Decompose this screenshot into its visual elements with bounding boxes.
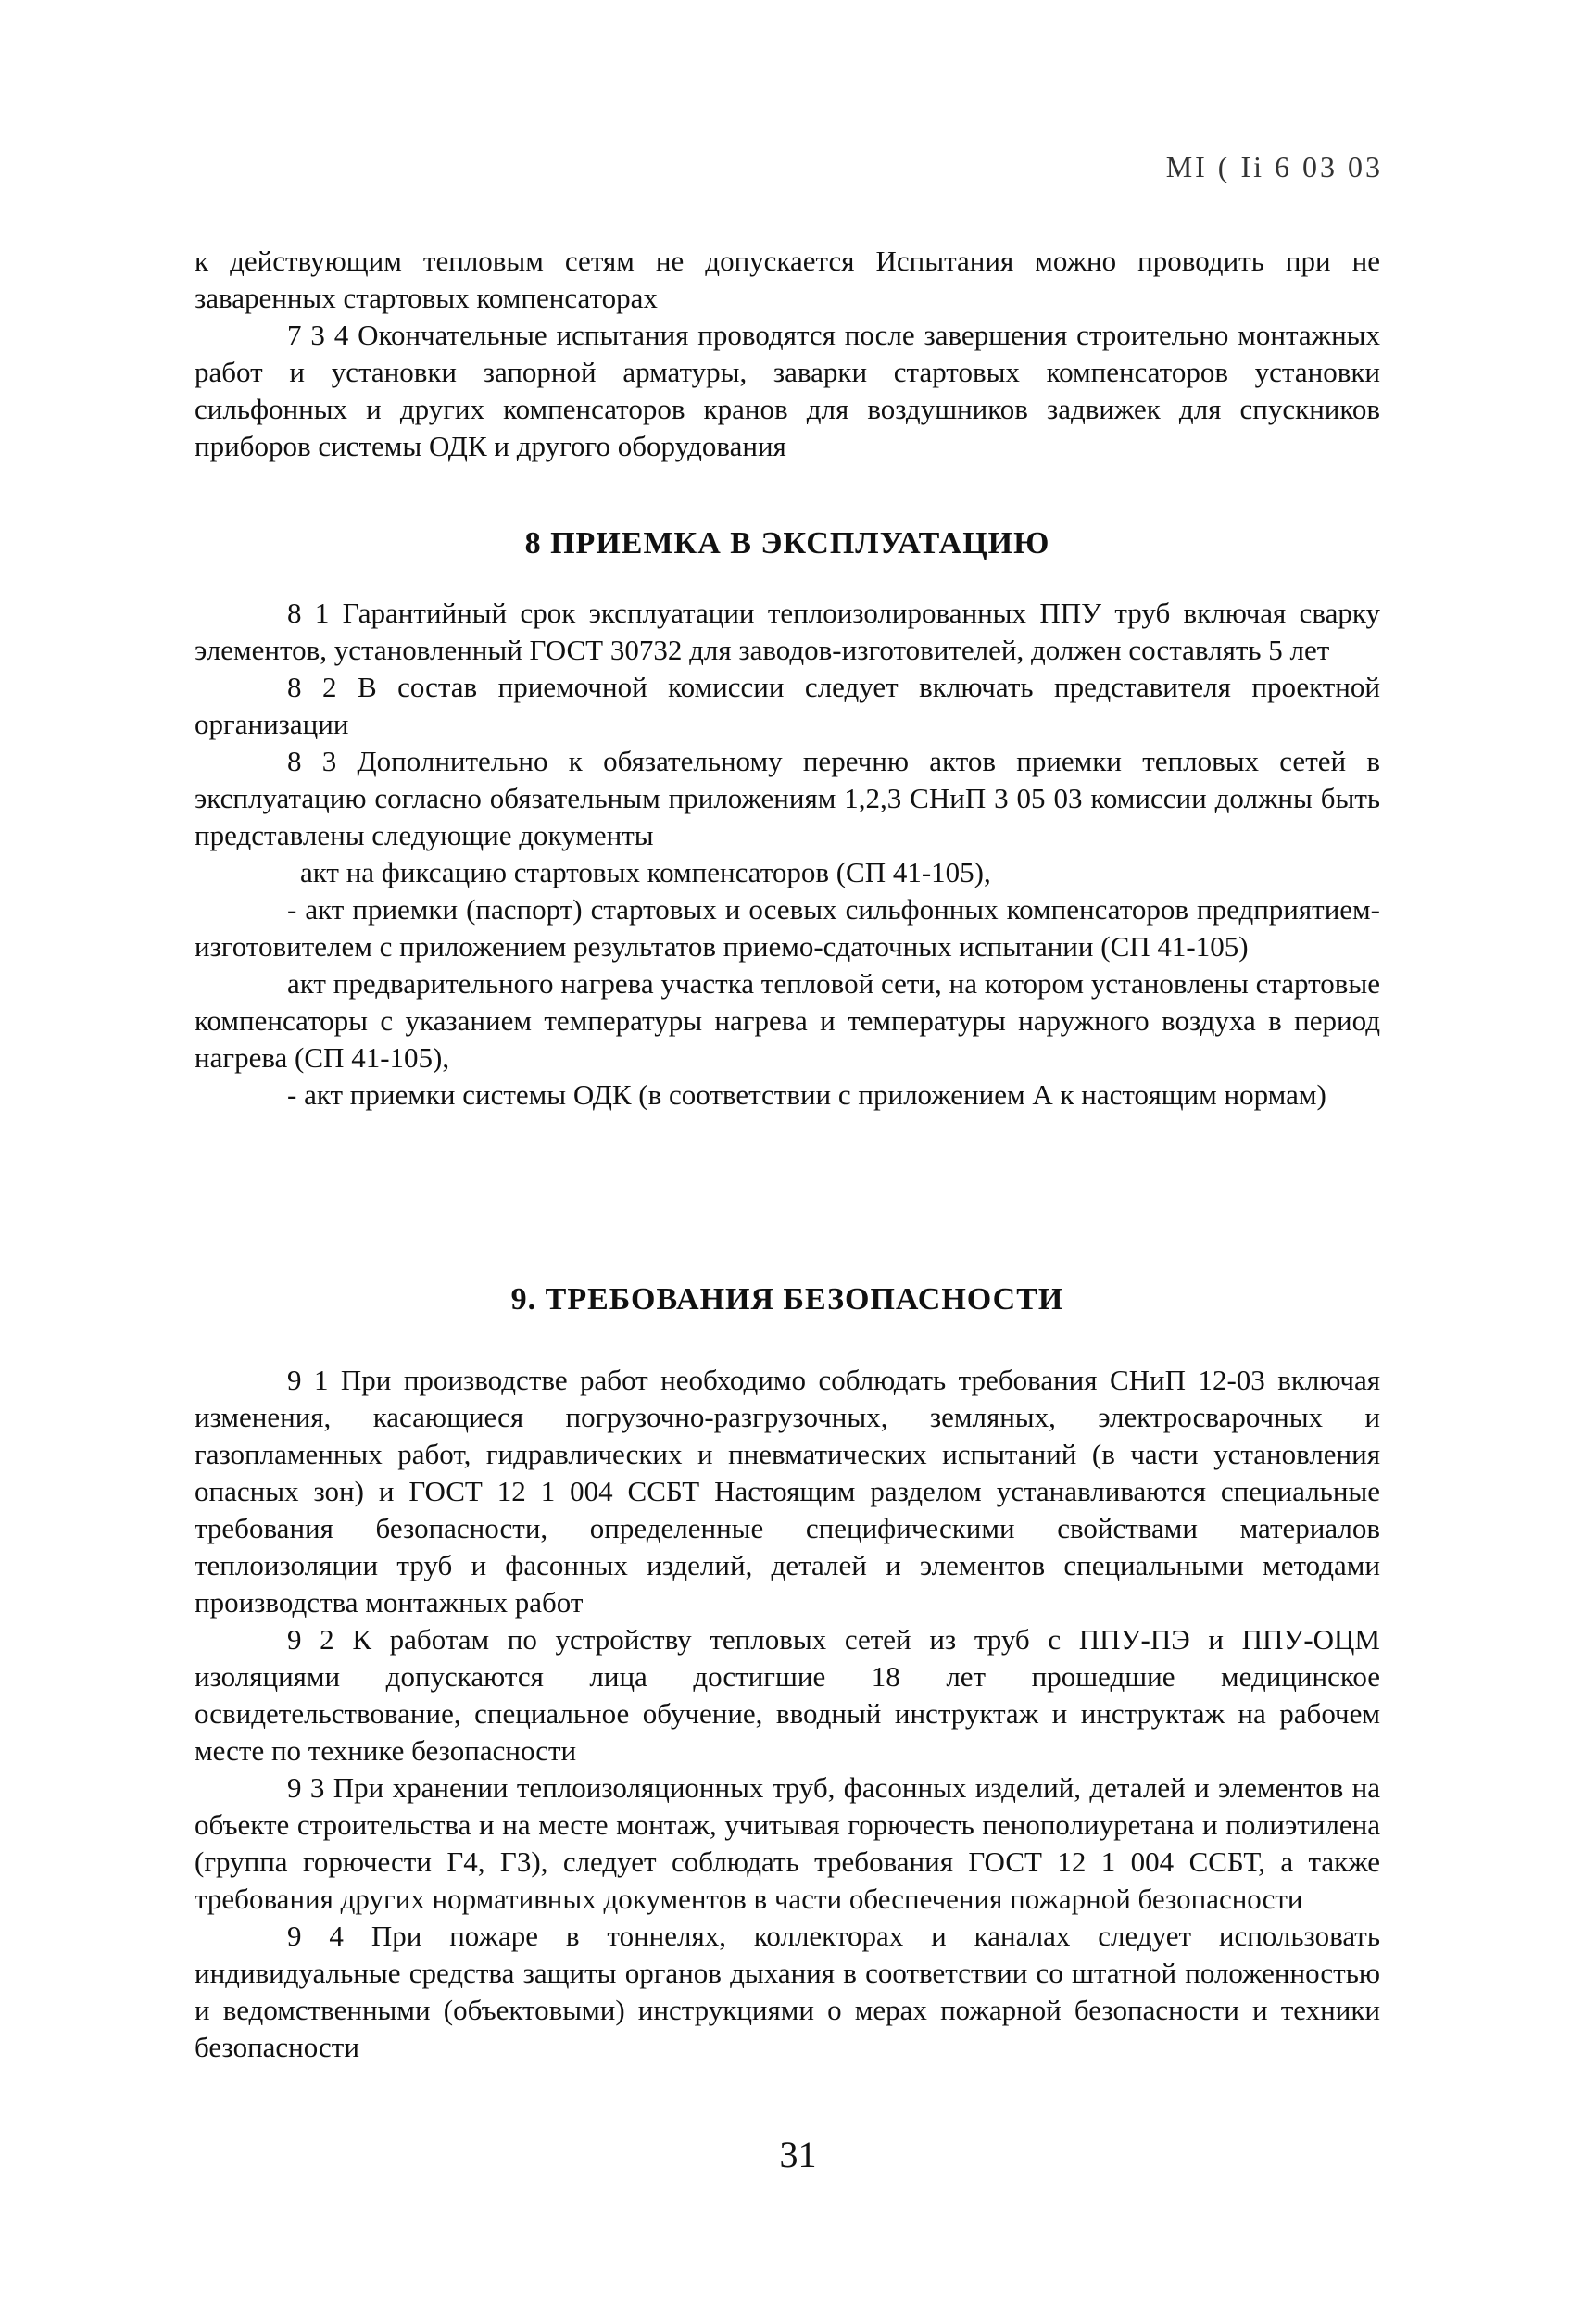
paragraph-8-3: 8 3 Дополнительно к обязательному перечню актов приемки тепловых сетей в эксплуатацию согласно обязательным приложениям 1,2,3 СНиП 3 05 03 комиссии должны быть представлены следующие документы bbox=[195, 745, 1380, 851]
list-item-4: - акт приемки системы ОДК (в соответствии с приложением А к настоящим нормам) bbox=[287, 1078, 1326, 1111]
continuation-block bbox=[195, 243, 1380, 465]
section-8-body bbox=[195, 595, 1380, 1114]
page-number: 31 bbox=[779, 2134, 817, 2175]
paragraph-9-2: 9 2 К работам по устройству тепловых сетей из труб с ППУ-ПЭ и ППУ-ОЦМ изоляциями допускаются лица достигшие 18 лет прошедшие медицинское освидетельствование, специальное обучение, вводный инструктаж и инструктаж на рабочем месте по технике безопасности bbox=[195, 1623, 1380, 1767]
paragraph-8-2: 8 2 В состав приемочной комиссии следует включать представителя проектной организации bbox=[195, 671, 1380, 740]
document-code: МІ ( Іі 6 03 03 bbox=[1165, 150, 1383, 183]
list-item-1: акт на фиксацию стартовых компенсаторов (СП 41-105), bbox=[300, 856, 991, 888]
continuation-paragraph: к действующим тепловым сетям не допускается Испытания можно проводить при не заваренных стартовых компенсаторах bbox=[195, 245, 1380, 314]
section-8-heading: 8 ПРИЕМКА В ЭКСПЛУАТАЦИЮ bbox=[524, 526, 1050, 561]
list-item-2: - акт приемки (паспорт) стартовых и осевых сильфонных компенсаторов предприятием-изготовителем с приложением результатов приемо-сдаточных испытании (СП 41-105) bbox=[195, 893, 1380, 963]
paragraph-9-1: 9 1 При производстве работ необходимо соблюдать требования СНиП 12-03 включая изменения, касающиеся погрузочно-разгрузочных, земляных, электросварочных и газопламенных работ, гидравлических и пневматических испытаний (в части установления опасных зон) и ГОСТ 12 1 004 ССБТ Настоящим разделом устанавливаются специальные требования безопасности, определенные специфическими свойствами материалов теплоизоляции труб и фасонных изделий, деталей и элементов специальными методами производства монтажных работ bbox=[195, 1364, 1380, 1619]
paragraph-9-3: 9 3 При хранении теплоизоляционных труб, фасонных изделий, деталей и элементов на объекте строительства и на месте монтаж, учитывая горючесть пенополиуретана и полиэтилена (группа горючести Г4, Г3), следует соблюдать требования ГОСТ 12 1 004 ССБТ, а также требования других нормативных документов в части обеспечения пожарной безопасности bbox=[195, 1771, 1380, 1915]
section-9-body bbox=[195, 1362, 1380, 2066]
paragraph-8-1: 8 1 Гарантийный срок эксплуатации теплоизолированных ППУ труб включая сварку элементов, установленный ГОСТ 30732 для заводов-изготовителей, должен составлять 5 лет bbox=[195, 597, 1380, 666]
paragraph-7-3-4: 7 3 4 Окончательные испытания проводятся после завершения строительно монтажных работ и установки запорной арматуры, заварки стартовых компенсаторов установки сильфонных и других компенсаторов кранов для воздушников задвижек для спускников приборов системы ОДК и другого оборудования bbox=[195, 319, 1380, 462]
list-item-3: акт предварительного нагрева участка тепловой сети, на котором установлены стартовые компенсаторы с указанием температуры нагрева и температуры наружного воздуха в период нагрева (СП 41-105), bbox=[195, 967, 1380, 1074]
section-9-heading: 9. ТРЕБОВАНИЯ БЕЗОПАСНОСТИ bbox=[510, 1282, 1064, 1316]
paragraph-9-4: 9 4 При пожаре в тоннелях, коллекторах и каналах следует использовать индивидуальные средства защиты органов дыхания в соответствии со штатной положенностью и ведомственными (объектовыми) инструкциями о мерах пожарной безопасности и техники безопасности bbox=[195, 1920, 1380, 2063]
